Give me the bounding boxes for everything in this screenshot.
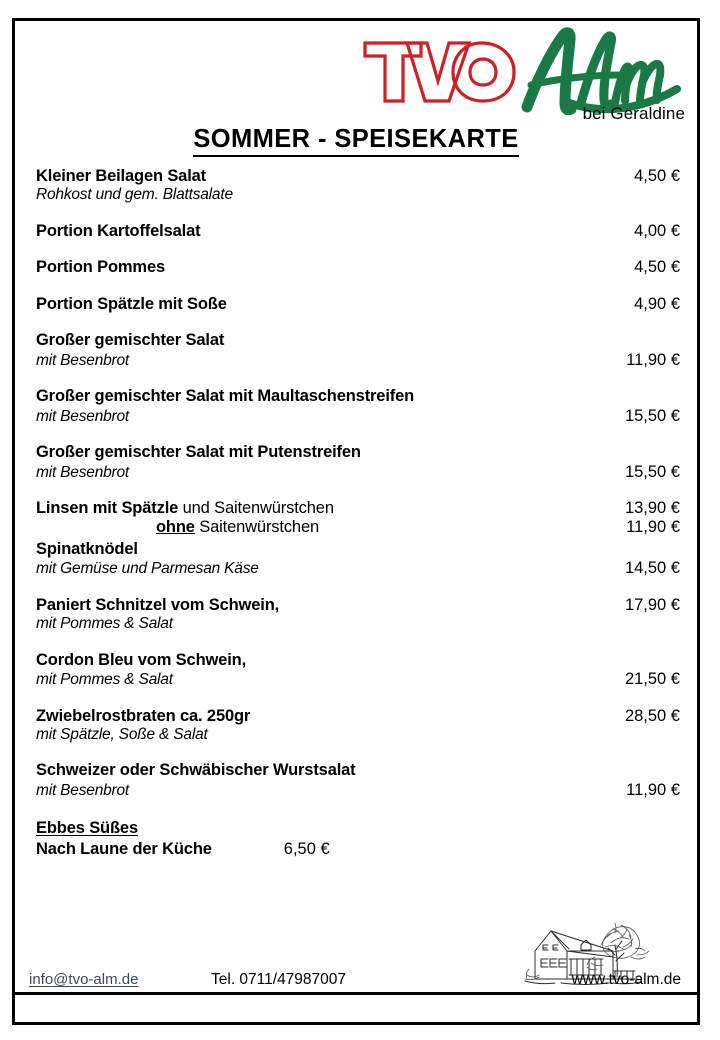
menu-item-desc: Rohkost und gem. Blattsalate: [36, 186, 233, 204]
email-link[interactable]: info@tvo-alm.de: [29, 971, 139, 988]
spacer: [36, 370, 680, 387]
spacer: [36, 482, 680, 499]
menu-item-price: 4,00 €: [634, 221, 680, 240]
menu-item-variant-underlined: ohne: [156, 518, 195, 537]
spacer: [36, 314, 680, 331]
menu-list: [36, 167, 680, 800]
dessert-section: [36, 819, 506, 859]
menu-item-name: Spinatknödel: [36, 539, 138, 558]
menu-item-price: 4,50 €: [634, 258, 680, 277]
spacer: [36, 241, 680, 258]
menu-item-linsen: [36, 499, 680, 538]
menu-item: [36, 651, 680, 690]
menu-item-price: 15,50 €: [624, 462, 680, 481]
menu-item-desc: mit Besenbrot: [36, 781, 130, 799]
menu-item-price: 14,50 €: [624, 559, 680, 578]
menu-item-price: 4,90 €: [634, 294, 680, 313]
menu-item-name: Portion Spätzle mit Soße: [36, 294, 227, 313]
menu-item: [36, 707, 680, 745]
menu-item: [36, 540, 680, 579]
menu-item-variant-price: 11,90 €: [626, 518, 680, 537]
menu-item-desc: mit Pommes & Salat: [36, 615, 173, 633]
page-title-text: SOMMER - SPEISEKARTE: [193, 125, 518, 157]
menu-item-desc: mit Besenbrot: [36, 463, 130, 481]
menu-item: [36, 258, 680, 277]
menu-item-price: 11,90 €: [626, 350, 680, 369]
menu-item-name: Kleiner Beilagen Salat: [36, 167, 207, 185]
spacer: [36, 744, 680, 761]
menu-item-price: 4,50 €: [634, 167, 680, 185]
spacer: [36, 278, 680, 295]
spacer: [36, 690, 680, 707]
menu-item-desc: mit Pommes & Salat: [36, 671, 173, 689]
spacer: [36, 205, 680, 222]
menu-item-price: 13,90 €: [624, 498, 680, 517]
menu-item-name: Großer gemischter Salat: [36, 331, 225, 350]
menu-item-name-bold: Linsen mit Spätzle: [36, 498, 179, 517]
tvo-alm-logo-icon: [359, 23, 689, 115]
menu-item: [36, 331, 680, 370]
menu-item: [36, 761, 680, 800]
dessert-item-price: 6,50 €: [283, 840, 330, 858]
menu-item: [36, 596, 680, 634]
menu-item: [36, 295, 680, 314]
logo-subtitle: bei Geraldine: [582, 104, 685, 123]
dessert-heading: Ebbes Süßes: [36, 819, 138, 837]
menu-item-variant-regular: Saitenwürstchen: [194, 518, 319, 537]
tvo-alm-logo: [359, 23, 689, 115]
menu-item-name-regular: und Saitenwürstchen: [178, 498, 334, 517]
menu-item-price: 17,90 €: [624, 595, 680, 614]
menu-item-desc: mit Besenbrot: [36, 407, 130, 425]
menu-item-name: Cordon Bleu vom Schwein,: [36, 650, 247, 669]
menu-header: [15, 21, 697, 126]
spacer: [36, 634, 680, 651]
menu-item: [36, 387, 680, 426]
menu-item-price: 15,50 €: [624, 406, 680, 425]
menu-item-name: Großer gemischter Salat mit Maultaschenstreifen: [36, 387, 415, 406]
dessert-item-name: Nach Laune der Küche: [36, 840, 212, 858]
spacer: [36, 579, 680, 596]
spacer: [36, 426, 680, 443]
menu-item-name: Zwiebelrostbraten ca. 250gr: [36, 706, 251, 725]
menu-item: [36, 167, 680, 205]
menu-item-desc: mit Spätzle, Soße & Salat: [36, 726, 208, 743]
menu-item-name: Portion Kartoffelsalat: [36, 221, 201, 240]
phone-number: Tel. 0711/47987007: [211, 971, 347, 988]
menu-item-variant: [156, 518, 319, 537]
website-url: www.tvo-alm.de: [571, 971, 681, 988]
page-title: [15, 125, 697, 154]
menu-item-desc: mit Besenbrot: [36, 351, 130, 369]
menu-footer: [15, 971, 697, 1022]
menu-item-name: Schweizer oder Schwäbischer Wurstsalat: [36, 761, 356, 780]
menu-item: [36, 222, 680, 241]
menu-item-price: 28,50 €: [624, 706, 680, 725]
menu-item-price: 11,90 €: [626, 780, 680, 799]
menu-item-price: 21,50 €: [624, 670, 680, 689]
menu-item-name: Portion Pommes: [36, 258, 166, 277]
menu-item-name: Paniert Schnitzel vom Schwein,: [36, 595, 280, 614]
menu-item-name: Großer gemischter Salat mit Putenstreifen: [36, 443, 361, 462]
menu-item-desc: mit Gemüse und Parmesan Käse: [36, 560, 259, 578]
menu-item: [36, 443, 680, 482]
menu-item-name: [36, 499, 334, 518]
menu-page: [12, 18, 700, 1025]
